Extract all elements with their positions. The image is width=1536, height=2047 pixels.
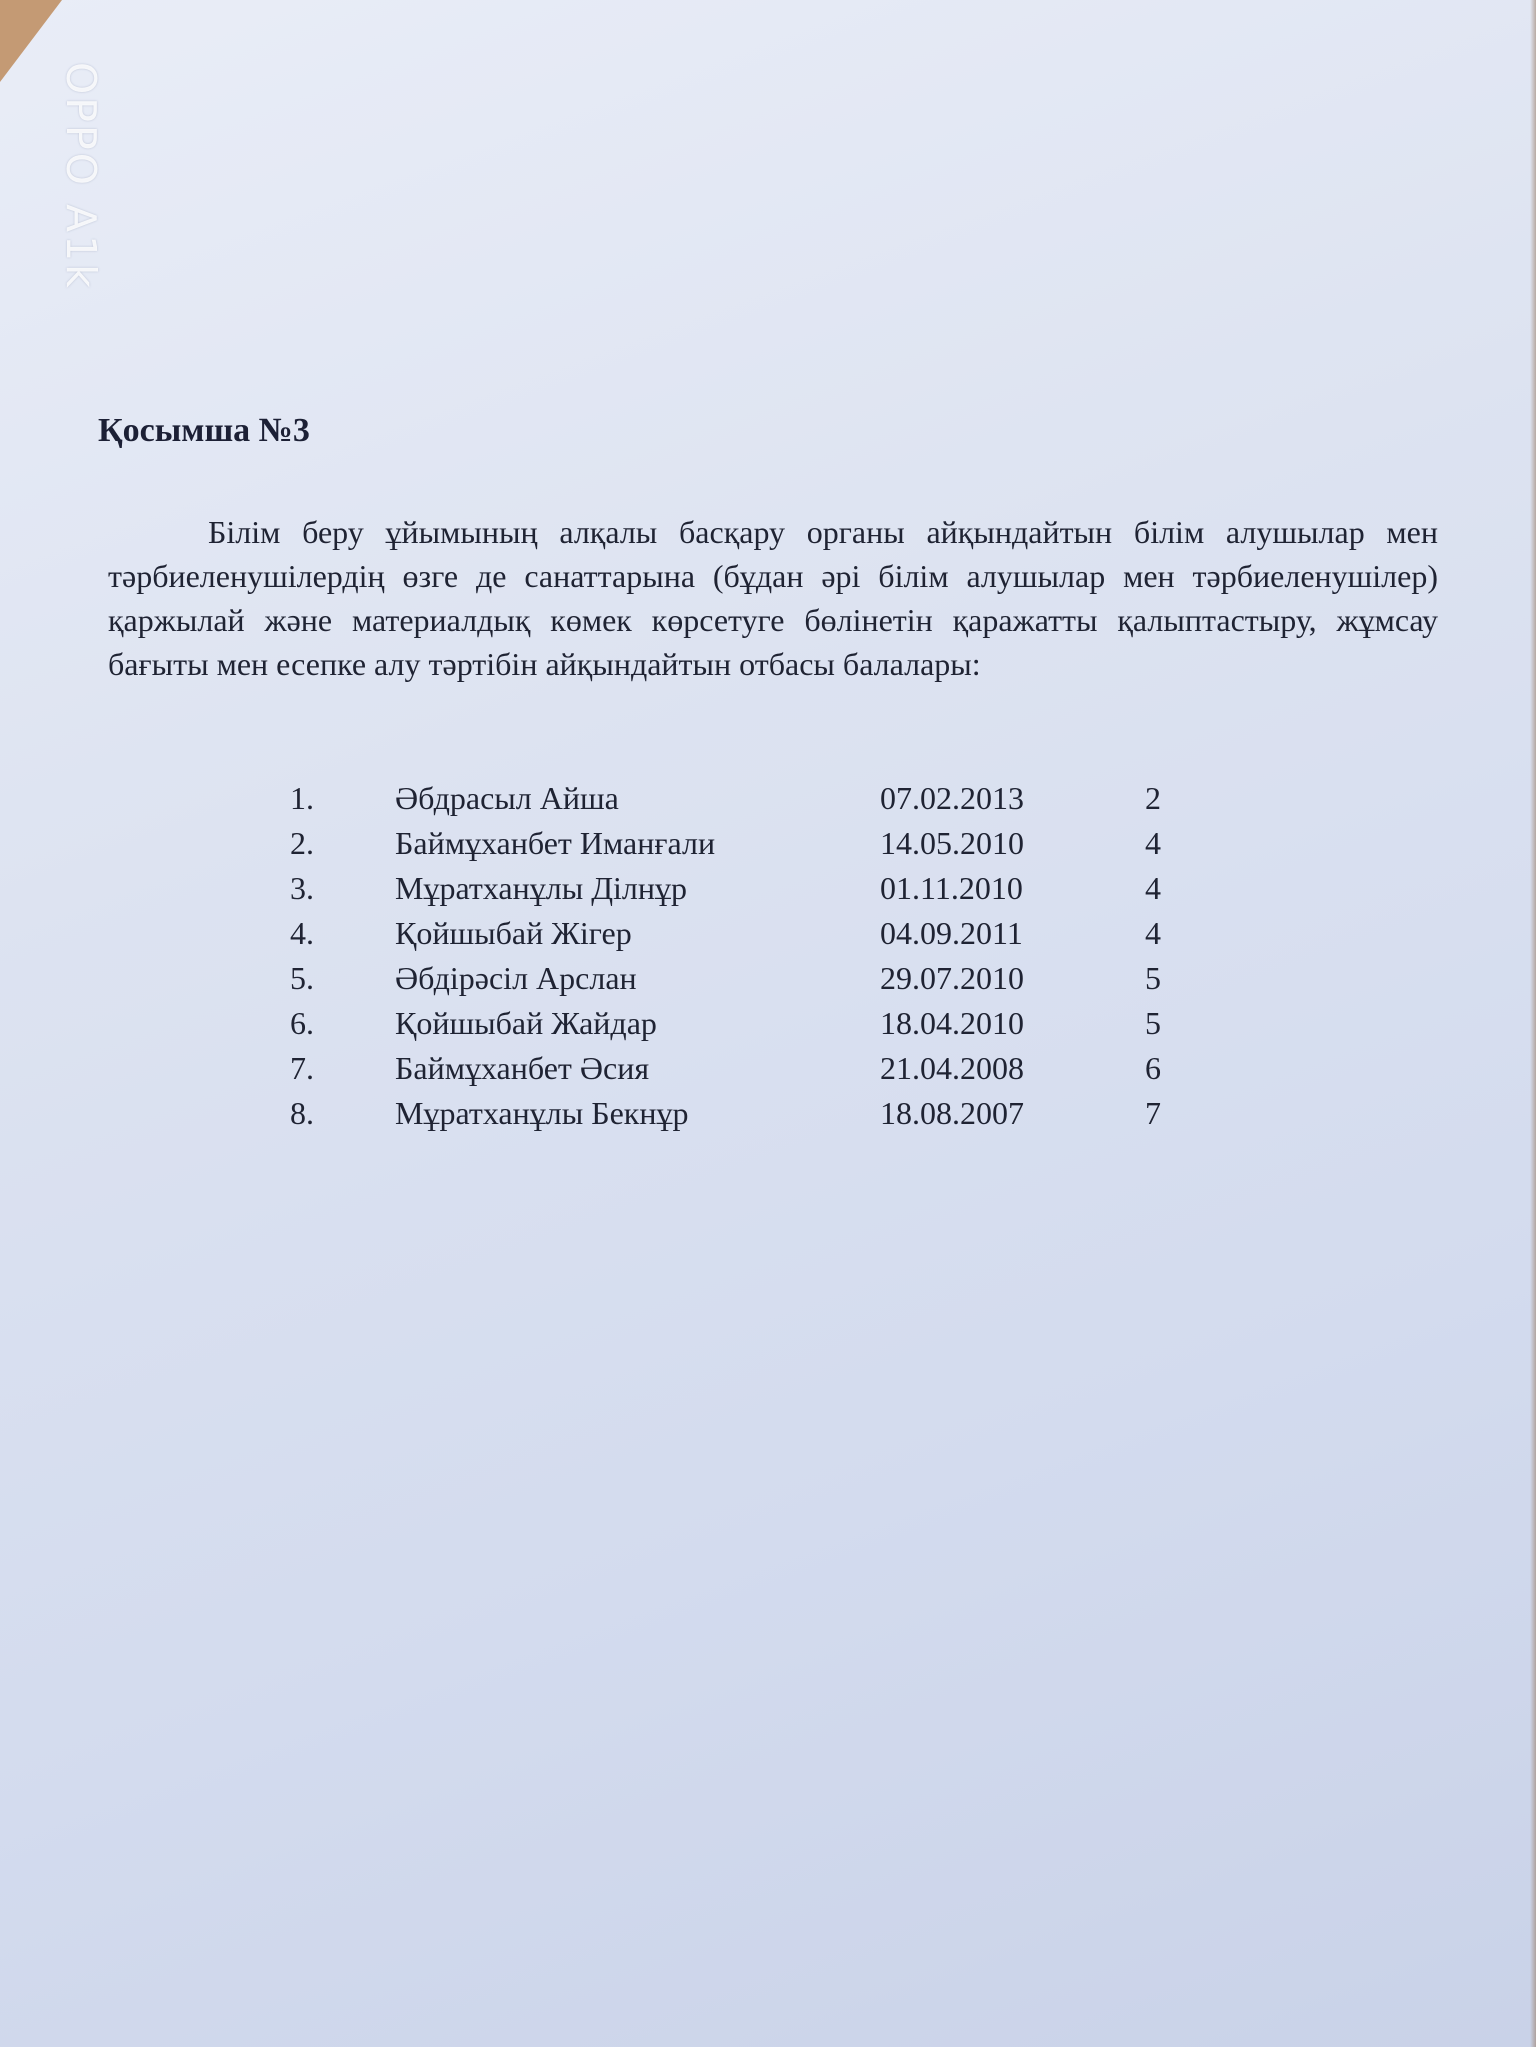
- child-name: Баймұханбет Иманғали: [395, 825, 716, 861]
- grade-number: 6: [1145, 1050, 1161, 1086]
- list-item: [290, 915, 1190, 960]
- page-edge-shadow: [1530, 0, 1536, 2047]
- grade-number: 4: [1145, 870, 1161, 906]
- children-list: [290, 780, 1190, 1140]
- document-heading: Қосымша №3: [98, 412, 310, 449]
- birth-date: 29.07.2010: [880, 960, 1024, 996]
- child-name: Қойшыбай Жайдар: [395, 1005, 657, 1041]
- birth-date: 18.04.2010: [880, 1005, 1024, 1041]
- list-item: [290, 1050, 1190, 1095]
- birth-date: 18.08.2007: [880, 1095, 1024, 1131]
- list-item: [290, 870, 1190, 915]
- list-item: [290, 1095, 1190, 1140]
- document-paragraph: Білім беру ұйымының алқалы басқару органы айқындайтын білім алушылар мен тәрбиеленушілердің өзге де санаттарына (бұдан әрі білім алушылар мен тәрбиеленушілер) қаржылай және материалдық көмек көрсетуге бөлінетін қаражатты қалыптастыру, жұмсау бағыты мен есепке алу тәртібін айқындайтын отбасы балалары:: [108, 514, 1438, 682]
- row-number: 3.: [290, 870, 314, 906]
- grade-number: 7: [1145, 1095, 1161, 1131]
- row-number: 6.: [290, 1005, 314, 1041]
- row-number: 8.: [290, 1095, 314, 1131]
- child-name: Мұратханұлы Ділнұр: [395, 870, 687, 906]
- list-item: [290, 960, 1190, 1005]
- row-number: 7.: [290, 1050, 314, 1086]
- row-number: 5.: [290, 960, 314, 996]
- row-number: 4.: [290, 915, 314, 951]
- birth-date: 07.02.2013: [880, 780, 1024, 816]
- grade-number: 4: [1145, 825, 1161, 861]
- camera-watermark: OPPO A1k: [57, 62, 105, 291]
- birth-date: 14.05.2010: [880, 825, 1024, 861]
- list-item: [290, 1005, 1190, 1050]
- grade-number: 2: [1145, 780, 1161, 816]
- child-name: Баймұханбет Әсия: [395, 1050, 650, 1086]
- grade-number: 5: [1145, 960, 1161, 996]
- child-name: Қойшыбай Жігер: [395, 915, 632, 951]
- child-name: Мұратханұлы Бекнұр: [395, 1095, 689, 1131]
- birth-date: 21.04.2008: [880, 1050, 1024, 1086]
- row-number: 2.: [290, 825, 314, 861]
- child-name: Әбдрасыл Айша: [395, 780, 619, 816]
- list-item: [290, 780, 1190, 825]
- grade-number: 5: [1145, 1005, 1161, 1041]
- row-number: 1.: [290, 780, 314, 816]
- birth-date: 04.09.2011: [880, 915, 1023, 951]
- grade-number: 4: [1145, 915, 1161, 951]
- list-item: [290, 825, 1190, 870]
- child-name: Әбдірәсіл Арслан: [395, 960, 637, 996]
- birth-date: 01.11.2010: [880, 870, 1023, 906]
